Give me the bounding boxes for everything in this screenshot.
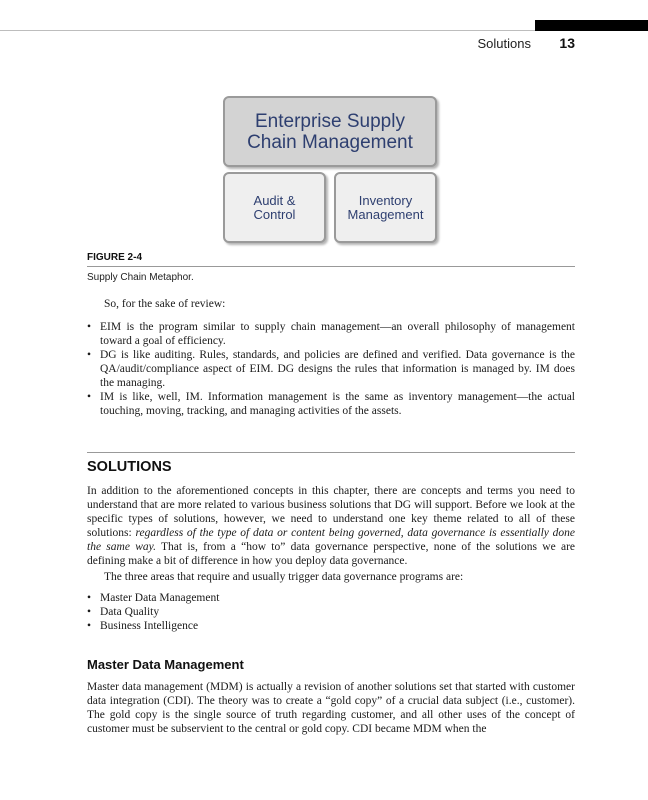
- solutions-paragraph-2: The three areas that require and usually trigger data governance programs are:: [104, 571, 464, 583]
- figure-box-inventory-management: [334, 172, 437, 243]
- list-item: • IM is like, well, IM. Information management is the same as inventory management—the actual touching, moving, tracking, and managing activities of the assets.: [87, 390, 575, 418]
- list-item: • EIM is the program similar to supply chain management—an overall philosophy of management toward a goal of efficiency.: [87, 320, 575, 348]
- figure-box-enterprise-supply-chain: [223, 96, 437, 167]
- list-item: • Business Intelligence: [87, 619, 387, 633]
- subsection-heading-mdm: Master Data Management: [87, 657, 244, 672]
- figure-caption: Supply Chain Metaphor.: [87, 272, 194, 283]
- box-line: Control: [253, 206, 296, 222]
- box-line: Chain Management: [247, 131, 413, 153]
- figure-box-audit-control: [223, 172, 326, 243]
- page-number: 13: [559, 35, 575, 51]
- areas-bullet-list: [87, 591, 387, 633]
- box-line: Enterprise Supply: [255, 110, 405, 132]
- box-line: Audit &: [253, 192, 296, 208]
- section-heading-solutions: SOLUTIONS: [87, 459, 172, 475]
- list-item: • Master Data Management: [87, 591, 387, 605]
- list-item: • Data Quality: [87, 605, 387, 619]
- solutions-paragraph: [87, 484, 575, 568]
- running-header-section: Solutions: [477, 36, 531, 51]
- box-line: Management: [347, 206, 424, 222]
- section-rule: [87, 452, 575, 453]
- header-bar: [535, 20, 648, 31]
- figure-label: FIGURE 2-4: [87, 252, 143, 263]
- mdm-paragraph: Master data management (MDM) is actually a revision of another solutions set that started with customer data integration (CDI). The theory was to create a “gold copy” of a crucial data subject (i.e., customer). The gold copy is the single source of truth regarding customer, and all other uses of the concept of customer must be subservient to the central or gold copy. CDI became MDM when the: [87, 681, 575, 735]
- paragraph-text: That is, from a “how to” data governance perspective, none of the solutions we are defining make a bit of difference in how you deploy data governance.: [87, 541, 575, 567]
- list-item: • DG is like auditing. Rules, standards, and policies are defined and verified. Data governance is the QA/audit/compliance aspect of EIM. DG designs the rules that information is managed by. IM does the managing.: [87, 348, 575, 390]
- review-intro: So, for the sake of review:: [104, 298, 226, 310]
- figure-rule: [87, 266, 575, 267]
- emphasis-text: regardless of the type of data or content being governed, data governance is essentially done the same way.: [87, 527, 576, 553]
- box-line: Inventory: [358, 192, 413, 208]
- review-bullet-list: [87, 320, 575, 418]
- paragraph-text: In addition to the aforementioned concepts in this chapter, there are concepts and terms you need to understand that are more related to various business solutions that DG will support. Before we look at the specific types of solutions, however, we need to understand one key theme related to all of these solutions:: [87, 485, 575, 539]
